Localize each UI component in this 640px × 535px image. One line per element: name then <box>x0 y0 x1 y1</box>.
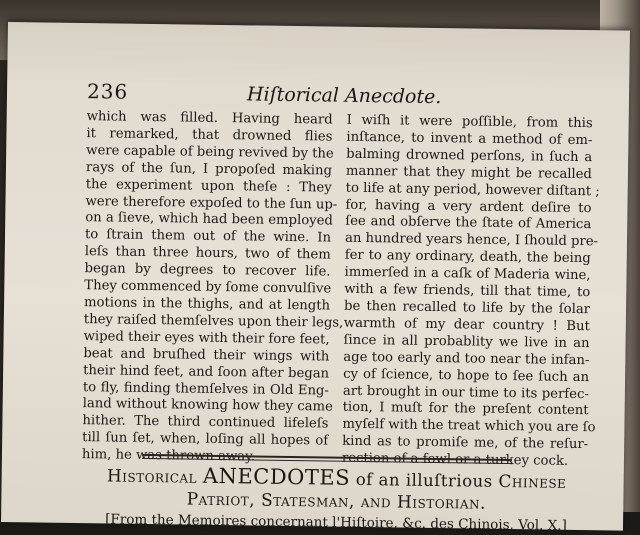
text-line: age too early and too near the infan- <box>343 349 590 368</box>
text-line: their hind feet, and ſoon after began <box>83 362 330 382</box>
title-word: of an illuſtrious <box>355 469 493 491</box>
text-line: it remarked, that drowned flies <box>86 126 333 145</box>
text-line: myſelf with the treat which you are ſo <box>342 417 596 436</box>
text-line: land without knowing how they came <box>82 396 333 415</box>
text-line: to fly, finding themſelves in Old Eng- <box>82 379 329 399</box>
text-line: be then recalled to life by the ſolar <box>343 298 591 318</box>
running-head: Hiſtorical Anecdote. <box>246 83 442 109</box>
text-line: to ſtrain them out of the wine. In <box>84 227 332 246</box>
article-title <box>81 463 592 516</box>
text-line: leſs than three hours, two of them <box>84 244 331 263</box>
text-line: They commenced by ſome convulſive <box>84 278 332 297</box>
text-line: to life at any period, however diſtant ; <box>345 180 600 199</box>
text-line: ſee and obſerve the ſtate of America <box>345 214 592 233</box>
text-line: till ſun ſet, when, loſing all hopes of <box>82 430 329 449</box>
text-line: wiped their eyes with their fore feet, <box>83 328 330 348</box>
book-page <box>1 22 630 534</box>
text-line: which was filled. Having heard <box>86 109 333 128</box>
article-title-line-2: Patriot, Statesman, and Historian. <box>186 489 487 514</box>
text-line: ſince in all probablity we live in an <box>343 332 590 351</box>
text-line: on a ſieve, which had been employed <box>85 210 333 229</box>
text-line: cy of ſcience, to hope to ſee ſuch an <box>343 366 590 385</box>
title-word: Historical <box>106 466 198 488</box>
text-line: hither. The third continued lifeleſs <box>82 413 329 432</box>
title-word: Chinese <box>498 471 567 493</box>
text-line: immerſed in a caſk of Maderia wine, <box>344 264 591 284</box>
left-column <box>81 109 344 467</box>
text-line: balming drowned perſons, in ſuch a <box>346 146 593 165</box>
text-line: beat and bruſhed their wings with <box>83 345 330 365</box>
text-line: the experiment upon theſe : They <box>85 176 332 196</box>
text-line: rection of a fowl or a turkey cock. <box>341 450 569 469</box>
text-line: tion, I muſt for the preſent content <box>342 400 589 419</box>
text-line: for, having a very ardent deſire to <box>345 197 592 216</box>
text-line: began by degrees to recover life. <box>84 261 331 280</box>
text-line: warmth of my dear country ! But <box>343 315 590 335</box>
text-line: inſtance, to invent a method of em- <box>346 129 593 149</box>
right-column <box>341 112 600 471</box>
page-number: 236 <box>86 79 129 104</box>
text-line: an hundred years hence, I ſhould pre- <box>344 231 599 250</box>
text-line: with a few friends, till that time, to <box>344 281 591 301</box>
text-line: rays of the ſun, I propoſed making <box>85 159 333 179</box>
text-line: art brought in our time to its perfec- <box>342 383 589 402</box>
text-line: were therefore expoſed to the ſun up- <box>85 193 338 213</box>
text-line: they raiſed themſelves upon their legs, <box>83 311 344 331</box>
text-line: fer to any ordinary, death, the being <box>344 247 591 267</box>
text-line: I wiſh it were poſſible, from this <box>346 112 593 132</box>
text-line: him, he was thrown away. <box>81 447 256 465</box>
text-line: motions in the thighs, and at length <box>83 295 331 314</box>
text-line: manner that they might be recalled <box>345 163 593 182</box>
article-source: [From the Memoires concernant l'Hiſtoire, &c. des Chinois, Vol. X.] <box>105 511 567 534</box>
text-line: kind as to promiſe me, of the reſur- <box>342 433 589 453</box>
text-line: were capable of being revived by the <box>86 142 334 162</box>
title-word: ANECDOTES <box>202 463 351 490</box>
